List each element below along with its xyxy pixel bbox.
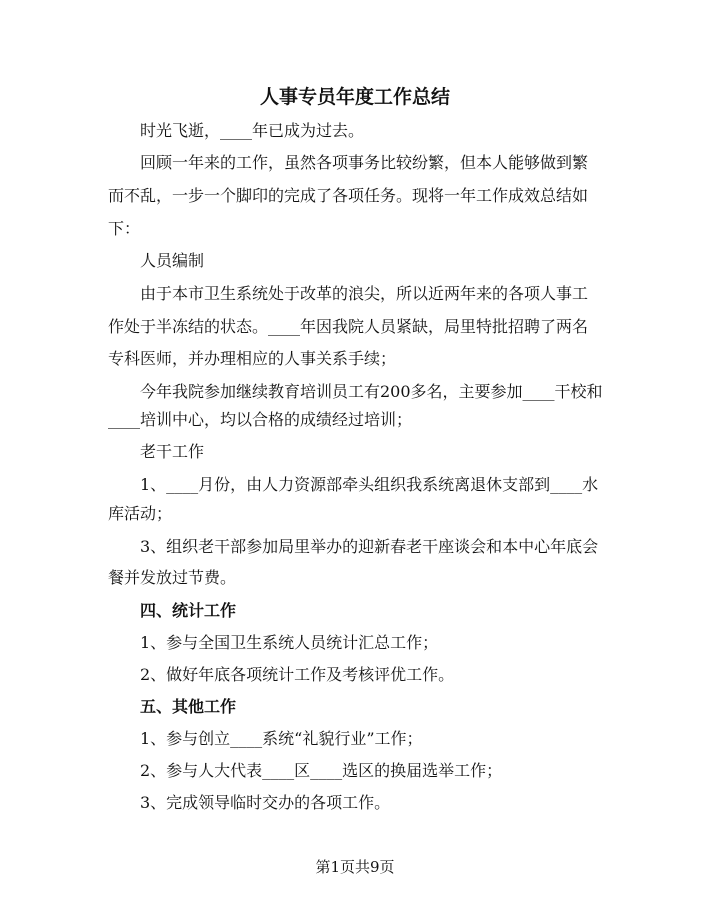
paragraph-line: 由于本市卫生系统处于改革的浪尖，所以近两年来的各项人事工: [140, 284, 589, 303]
page-number: 第1页共9页: [315, 858, 395, 876]
paragraph-line: 而不乱，一步一个脚印的完成了各项任务。现将一年工作成效总结如: [108, 186, 589, 205]
paragraph-line: 回顾一年来的工作，虽然各项事务比较纷繁，但本人能够做到繁: [140, 153, 589, 172]
paragraph-line: 下：: [108, 219, 141, 238]
list-item: 1、参与全国卫生系统人员统计汇总工作；: [140, 633, 439, 652]
list-item: 3、组织老干部参加局里举办的迎新春老干座谈会和本中心年底会: [140, 537, 599, 556]
section-heading: 五、其他工作: [140, 697, 237, 716]
list-item-continuation: 餐并发放过节费。: [108, 568, 237, 587]
list-item: 1、____月份，由人力资源部牵头组织我系统离退休支部到____水: [140, 475, 599, 494]
paragraph-line: 专科医师，并办理相应的人事关系手续；: [108, 349, 397, 368]
list-item: 2、参与人大代表____区____选区的换届选举工作；: [140, 761, 503, 780]
paragraph-line: 作处于半冻结的状态。____年因我院人员紧缺，局里特批招聘了两名: [108, 317, 589, 336]
section-heading: 老干工作: [140, 442, 205, 461]
list-item-continuation: 库活动；: [108, 504, 173, 523]
section-heading: 四、统计工作: [140, 601, 237, 620]
paragraph-line: 时光飞逝，____年已成为过去。: [140, 121, 365, 140]
section-heading: 人员编制: [140, 251, 205, 270]
paragraph-line: ____培训中心，均以合格的成绩经过培训；: [108, 410, 413, 429]
document-title: 人事专员年度工作总结: [259, 86, 450, 108]
paragraph-line: 今年我院参加继续教育培训员工有200多名，主要参加____干校和: [140, 382, 603, 401]
list-item: 3、完成领导临时交办的各项工作。: [140, 793, 391, 812]
list-item: 1、参与创立____系统“礼貌行业”工作；: [140, 729, 423, 748]
list-item: 2、做好年底各项统计工作及考核评优工作。: [140, 665, 455, 684]
